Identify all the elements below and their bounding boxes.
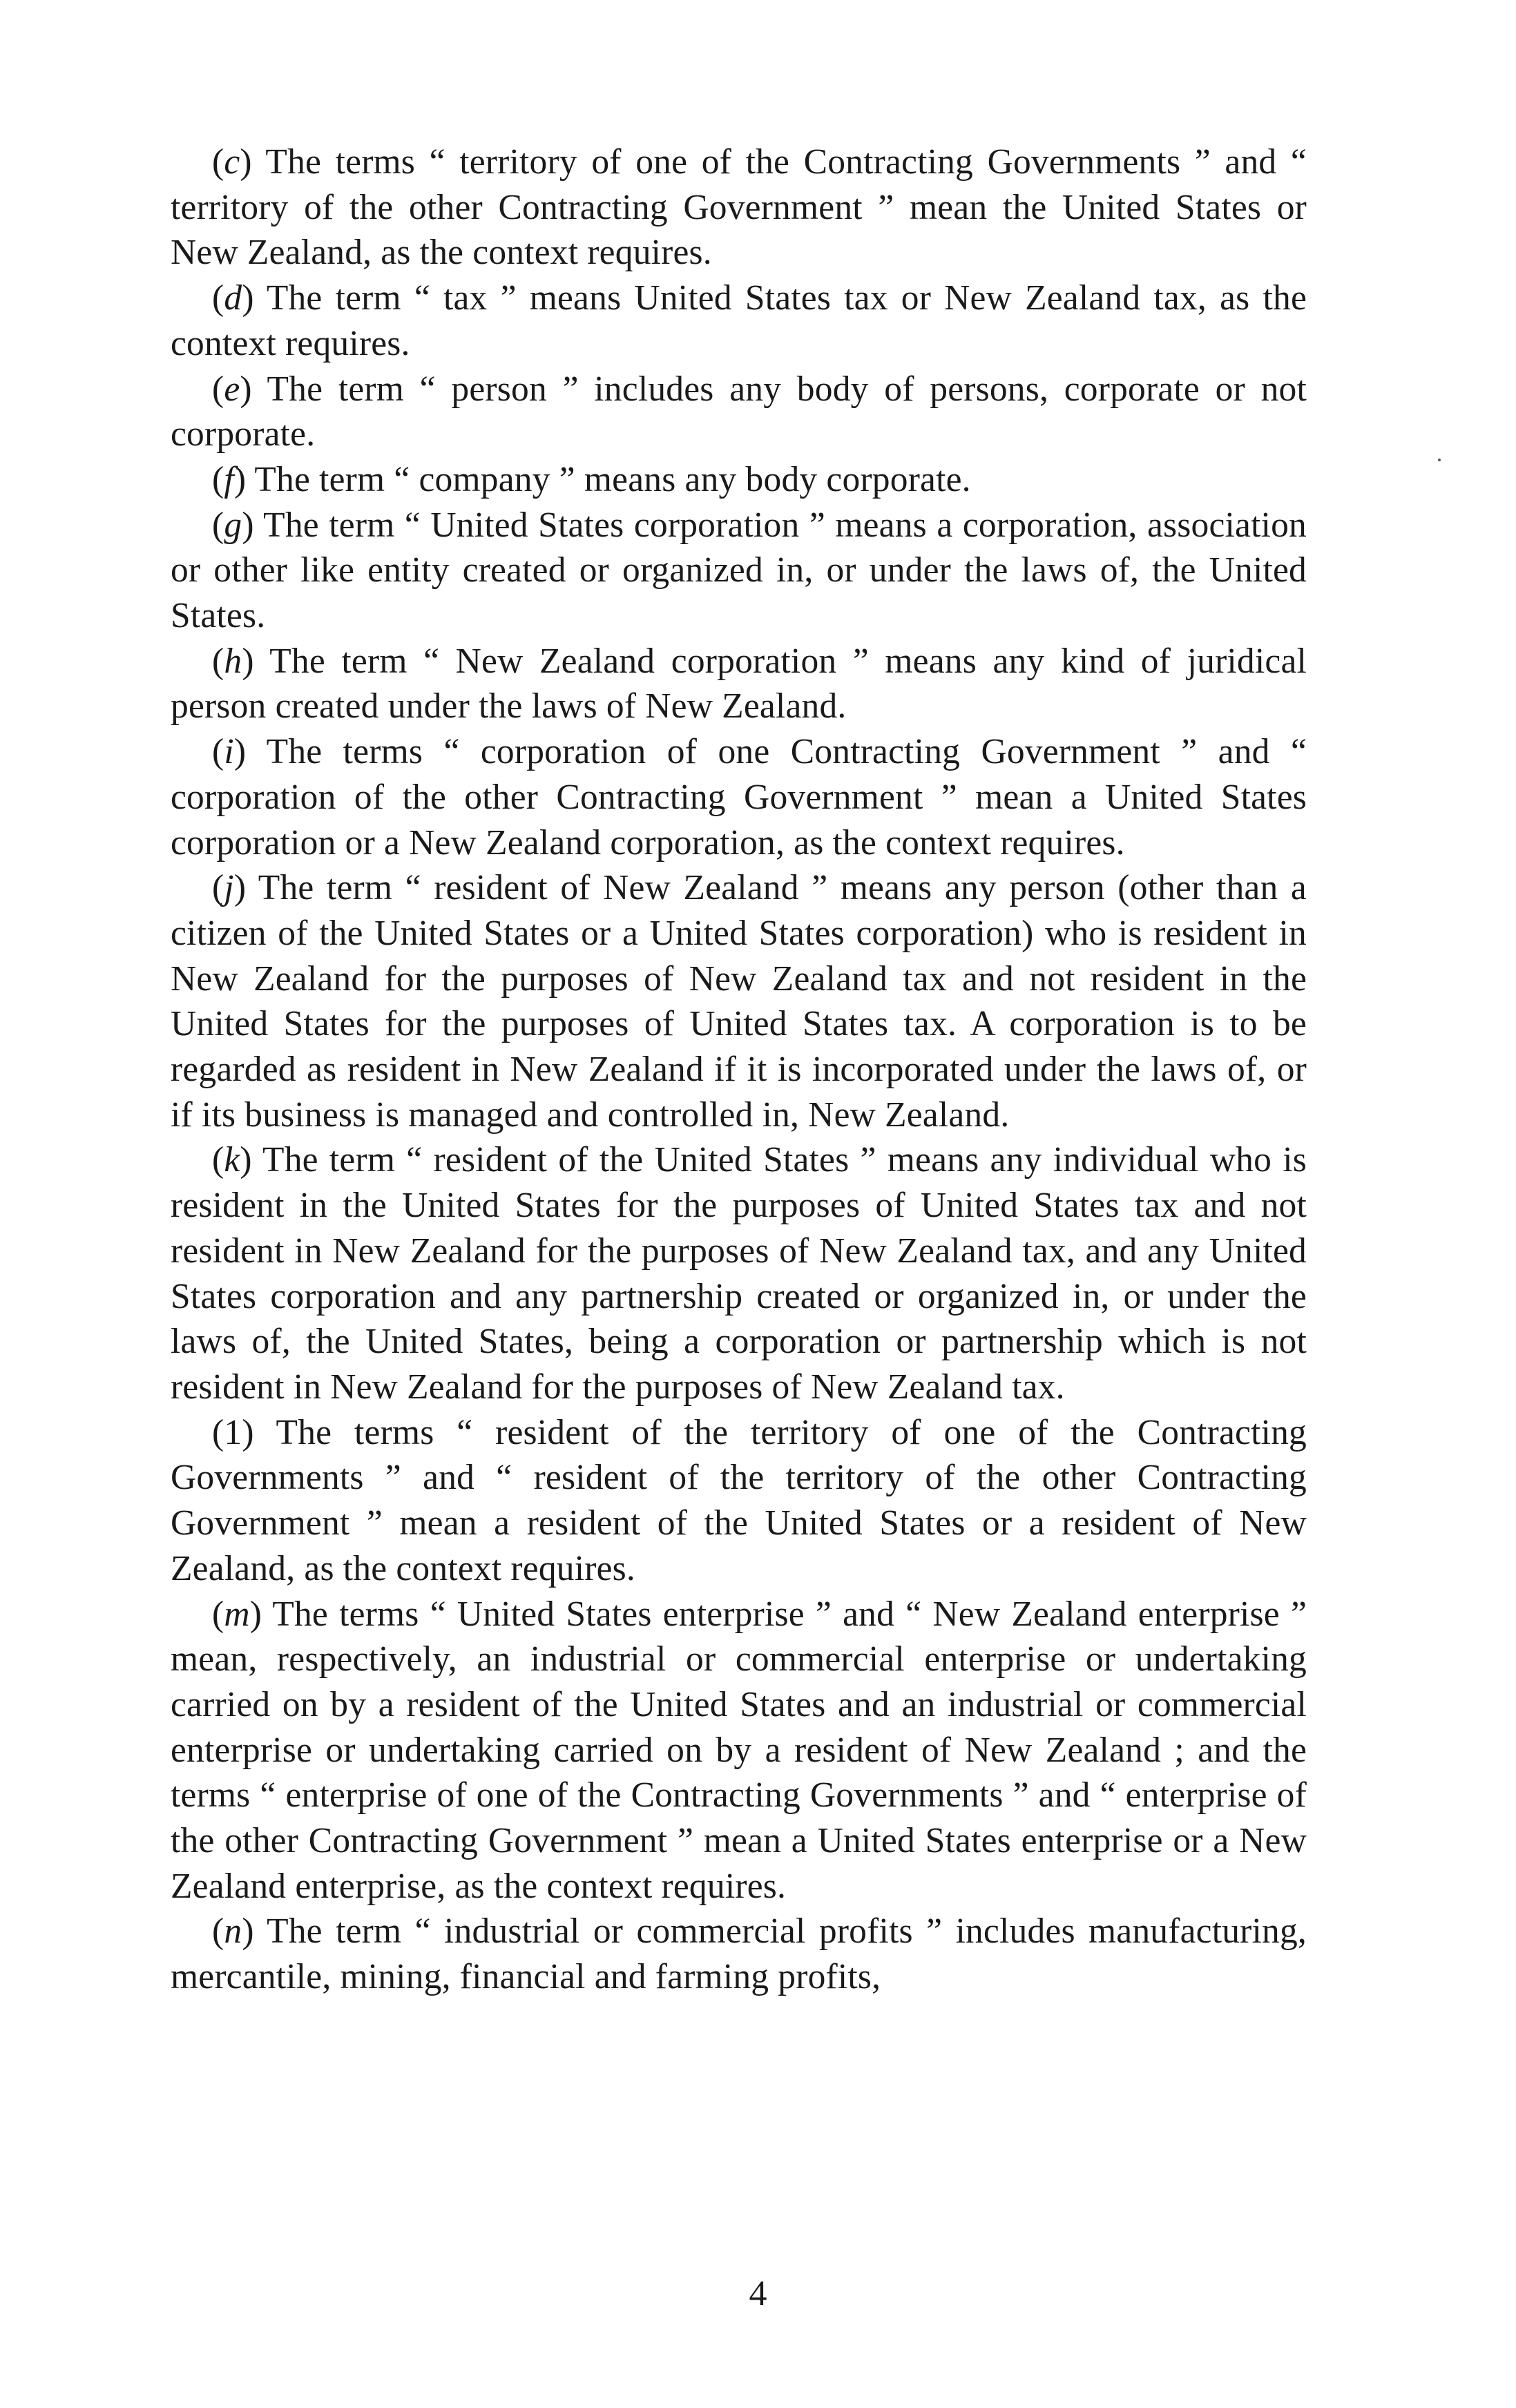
paragraph-marker: k (224, 1140, 240, 1180)
definition-k: (k) The term “ resident of the United States ” means any individual who is resident in the United States for the purposes of United States tax and not resident in New Zealand for the purposes of New Zealand tax, and any United States corporation and any partnership created or organized in, or under the laws of, the United States, being a corporation or partnership which is not resident in New Zealand for the purposes of New Zealand tax. (171, 1140, 1307, 1407)
paragraph-text: The term “ resident of New Zealand ” means any person (other than a citizen of the United States or a United States corporation) who is resident in New Zealand for the purposes of New Zealand tax and not resident in the United States for the purposes of United States tax. A corporation is to be regarded as resident in New Zealand if it is incorporated under the laws of, or if its business is managed and controlled in, New Zealand. (171, 868, 1307, 1135)
paragraph-marker: n (224, 1911, 242, 1952)
paragraph-marker: g (224, 505, 242, 545)
definition-f: (f) The term “ company ” means any body corporate. (212, 459, 971, 499)
definition-d: (d) The term “ tax ” means United States tax or New Zealand tax, as the context requires. (171, 278, 1307, 363)
scan-speck (1438, 459, 1441, 461)
paragraph-text: The terms “ corporation of one Contracting Government ” and “ corporation of the other Contracting Government ” mean a United States corporation or a New Zealand corporation, as the context requires. (171, 732, 1307, 863)
definition-c: (c) The terms “ territory of one of the Contracting Governments ” and “ territory of the other Contracting Government ” mean the United States or New Zealand, as the context requires. (171, 142, 1307, 273)
paragraph-text: The term “ person ” includes any body of persons, corporate or not corporate. (171, 369, 1307, 454)
paragraph-text: The term “ United States corporation ” means a corporation, association or other like entity created or organized in, or under the laws of, the United States. (171, 505, 1307, 636)
paragraph-marker: h (224, 641, 242, 681)
paragraph-text: The term “ tax ” means United States tax or New Zealand tax, as the context requires. (171, 278, 1307, 363)
paragraph-marker: c (224, 142, 240, 182)
paragraph-marker: e (224, 369, 240, 409)
paragraph-text: The terms “ resident of the territory of one of the Contracting Governments ” and “ resident of the territory of the other Contracting Government ” mean a resident of the United States or a resident of New Zealand, as the context requires. (171, 1412, 1307, 1588)
paragraph-text: The term “ company ” means any body corporate. (254, 459, 971, 499)
definition-j: (j) The term “ resident of New Zealand ” means any person (other than a citizen of the United States or a United States corporation) who is resident in New Zealand for the purposes of New Zealand tax and not resident in the United States for the purposes of United States tax. A corporation is to be regarded as resident in New Zealand if it is incorporated under the laws of, or if its business is managed and controlled in, New Zealand. (171, 868, 1307, 1135)
paragraph-marker: f (224, 459, 234, 499)
definition-i: (i) The terms “ corporation of one Contracting Government ” and “ corporation of the other Contracting Government ” mean a United States corporation or a New Zealand corporation, as the context requires. (171, 732, 1307, 863)
paragraph-text: The term “ resident of the United States ” means any individual who is resident in the United States for the purposes of United States tax and not resident in New Zealand for the purposes of New Zealand tax, and any United States corporation and any partnership created or organized in, or under the laws of, the United States, being a corporation or partnership which is not resident in New Zealand for the purposes of New Zealand tax. (171, 1140, 1307, 1407)
paragraph-text: The term “ industrial or commercial profits ” includes manufacturing, mercantile, mining, financial and farming profits, (171, 1911, 1307, 1997)
paragraph-marker: i (224, 732, 234, 772)
paragraph-text: The terms “ territory of one of the Contracting Governments ” and “ territory of the other Contracting Government ” mean the United States or New Zealand, as the context requires. (171, 142, 1307, 273)
definition-h: (h) The term “ New Zealand corporation ” means any kind of juridical person created under the laws of New Zealand. (171, 641, 1307, 726)
definition-m: (m) The terms “ United States enterprise ” and “ New Zealand enterprise ” mean, respectively, an industrial or commercial enterprise or undertaking carried on by a resident of the United States and an industrial or commercial enterprise or undertaking carried on by a resident of New Zealand ; and the terms “ enterprise of one of the Contracting Governments ” and “ enterprise of the other Contracting Government ” mean a United States enterprise or a New Zealand enterprise, as the context requires. (171, 1594, 1307, 1906)
definition-g: (g) The term “ United States corporation ” means a corporation, association or other like entity created or organized in, or under the laws of, the United States. (171, 505, 1307, 636)
definition-e: (e) The term “ person ” includes any body of persons, corporate or not corporate. (171, 369, 1307, 454)
page-number: 4 (749, 2274, 767, 2313)
paragraph-marker: j (224, 868, 234, 908)
document-body (171, 139, 1307, 2000)
definition-l: (1) The terms “ resident of the territory of one of the Contracting Governments ” and “ resident of the territory of the other Contracting Government ” mean a resident of the United States or a resident of New Zealand, as the context requires. (171, 1412, 1307, 1588)
paragraph-marker: d (224, 278, 242, 318)
paragraph-text: The terms “ United States enterprise ” and “ New Zealand enterprise ” mean, respectively, an industrial or commercial enterprise or undertaking carried on by a resident of the United States and an industrial or commercial enterprise or undertaking carried on by a resident of New Zealand ; and the terms “ enterprise of one of the Contracting Governments ” and “ enterprise of the other Contracting Government ” mean a United States enterprise or a New Zealand enterprise, as the context requires. (171, 1594, 1307, 1906)
paragraph-marker: 1 (224, 1412, 242, 1452)
paragraph-text: The term “ New Zealand corporation ” means any kind of juridical person created under the laws of New Zealand. (171, 641, 1307, 726)
definition-n: (n) The term “ industrial or commercial profits ” includes manufacturing, mercantile, mining, financial and farming profits, (171, 1911, 1307, 1997)
paragraph-marker: m (224, 1594, 250, 1634)
